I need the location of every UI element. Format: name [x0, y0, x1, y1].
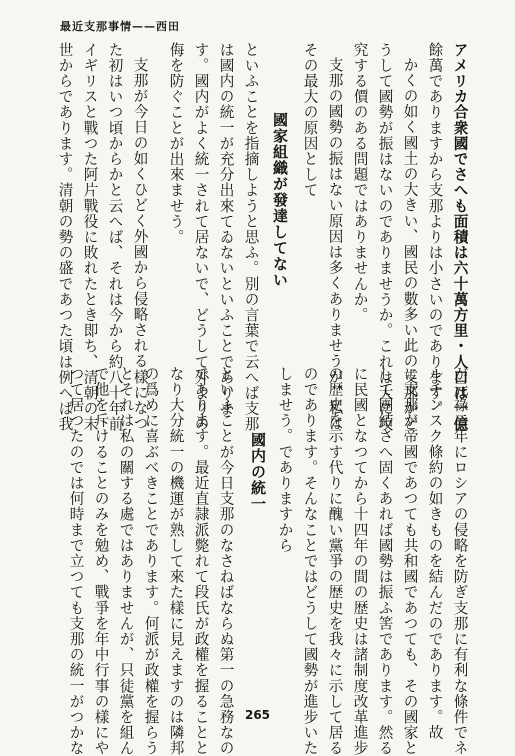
- text-column: イギリスと戰つた阿片戰役に敗れたとき即ち、清朝の末: [81, 42, 99, 432]
- text-column: 支那の國勢の振はない原因は多くありませうが、私は: [326, 56, 344, 431]
- text-column: ルチンスク條約の如きものを結んだのであります。故: [426, 366, 444, 741]
- text-column: の爲めに喜ぶべきことであります。何派が政權を握らう: [142, 366, 160, 756]
- text-column: のであります。そんなことではどうして國勢が進步いた: [301, 366, 319, 756]
- text-column: つて居つたのでは何時まで立つても支那の統一がつかな: [67, 366, 85, 756]
- text-column: その最大の原因として: [301, 42, 319, 198]
- text-column: す。國内がよく統一されて居ないで、どうして外よりの: [192, 42, 210, 432]
- text-column: 世からであります。清朝の勢の盛であつた頃は例へば我: [56, 42, 74, 432]
- text-column: の歴史を示す代りに醜い黨爭の歴史を我々に示して居る: [326, 366, 344, 756]
- text-column: であります。最近直隷派斃れて段氏が政權を握ることと: [192, 366, 210, 756]
- text-column: で他を斥けることのみを勉め、戰爭を年中行事の樣にや: [92, 366, 110, 756]
- text-column: 支那が今日の如くひどく外國から侵略される樣になつ: [131, 56, 149, 431]
- text-column: が元祿二年にロシアの侵略を防ぎ支那に有利な條件でネ: [451, 366, 469, 756]
- running-head: 最近支那事情——西田: [60, 20, 180, 33]
- text-column: しませう。でありますから: [276, 366, 294, 554]
- text-column: た初はいつ頃からかと云へば、それは今から約八十年前: [106, 42, 124, 432]
- text-column: 究する價のある問題ではありませんか。: [351, 42, 369, 323]
- text-column: に支那が帝國であつても共和國であつても、その國家と: [401, 366, 419, 756]
- text-column: に民國となつてから十四年の間の歴史は諸制度改革進步: [351, 366, 369, 756]
- text-column: は國内の統一が充分出來てゐないといふことでありま: [217, 42, 235, 417]
- text-column: うして國勢が振はないのでありませうか。これは大に攻: [376, 42, 394, 432]
- text-column: とそれは私の關する處ではありませんが、只徒黨を組ん: [117, 366, 135, 756]
- section-heading: 國内の統一: [249, 432, 267, 512]
- text-column: アメリカ合衆國でさへも面積は六十萬方里・人口は一億: [451, 42, 469, 432]
- text-column: といふことを指摘しようと思ふ。別の言葉で云へば支那: [242, 42, 260, 432]
- text-column: かくの如く國土の大きい、國民の數多い此の支那がど: [401, 56, 419, 431]
- text-column: 餘萬でありますから支那よりは小さいのであります。: [426, 42, 444, 417]
- text-column: 侮を防ぐことが出來ませう。: [167, 42, 185, 245]
- section-heading: 國家組織が發達してない: [271, 112, 289, 288]
- text-column: といふことが今日支那のなさねばならぬ第一の急務なの: [217, 366, 235, 756]
- text-column: なり大分統一の機運が熟して來た樣に見えますのは隣邦: [167, 366, 185, 756]
- text-column: して團結さへ固くあれば國勢は振ふ筈であります。然る: [376, 366, 394, 756]
- page-number: 265: [244, 708, 271, 722]
